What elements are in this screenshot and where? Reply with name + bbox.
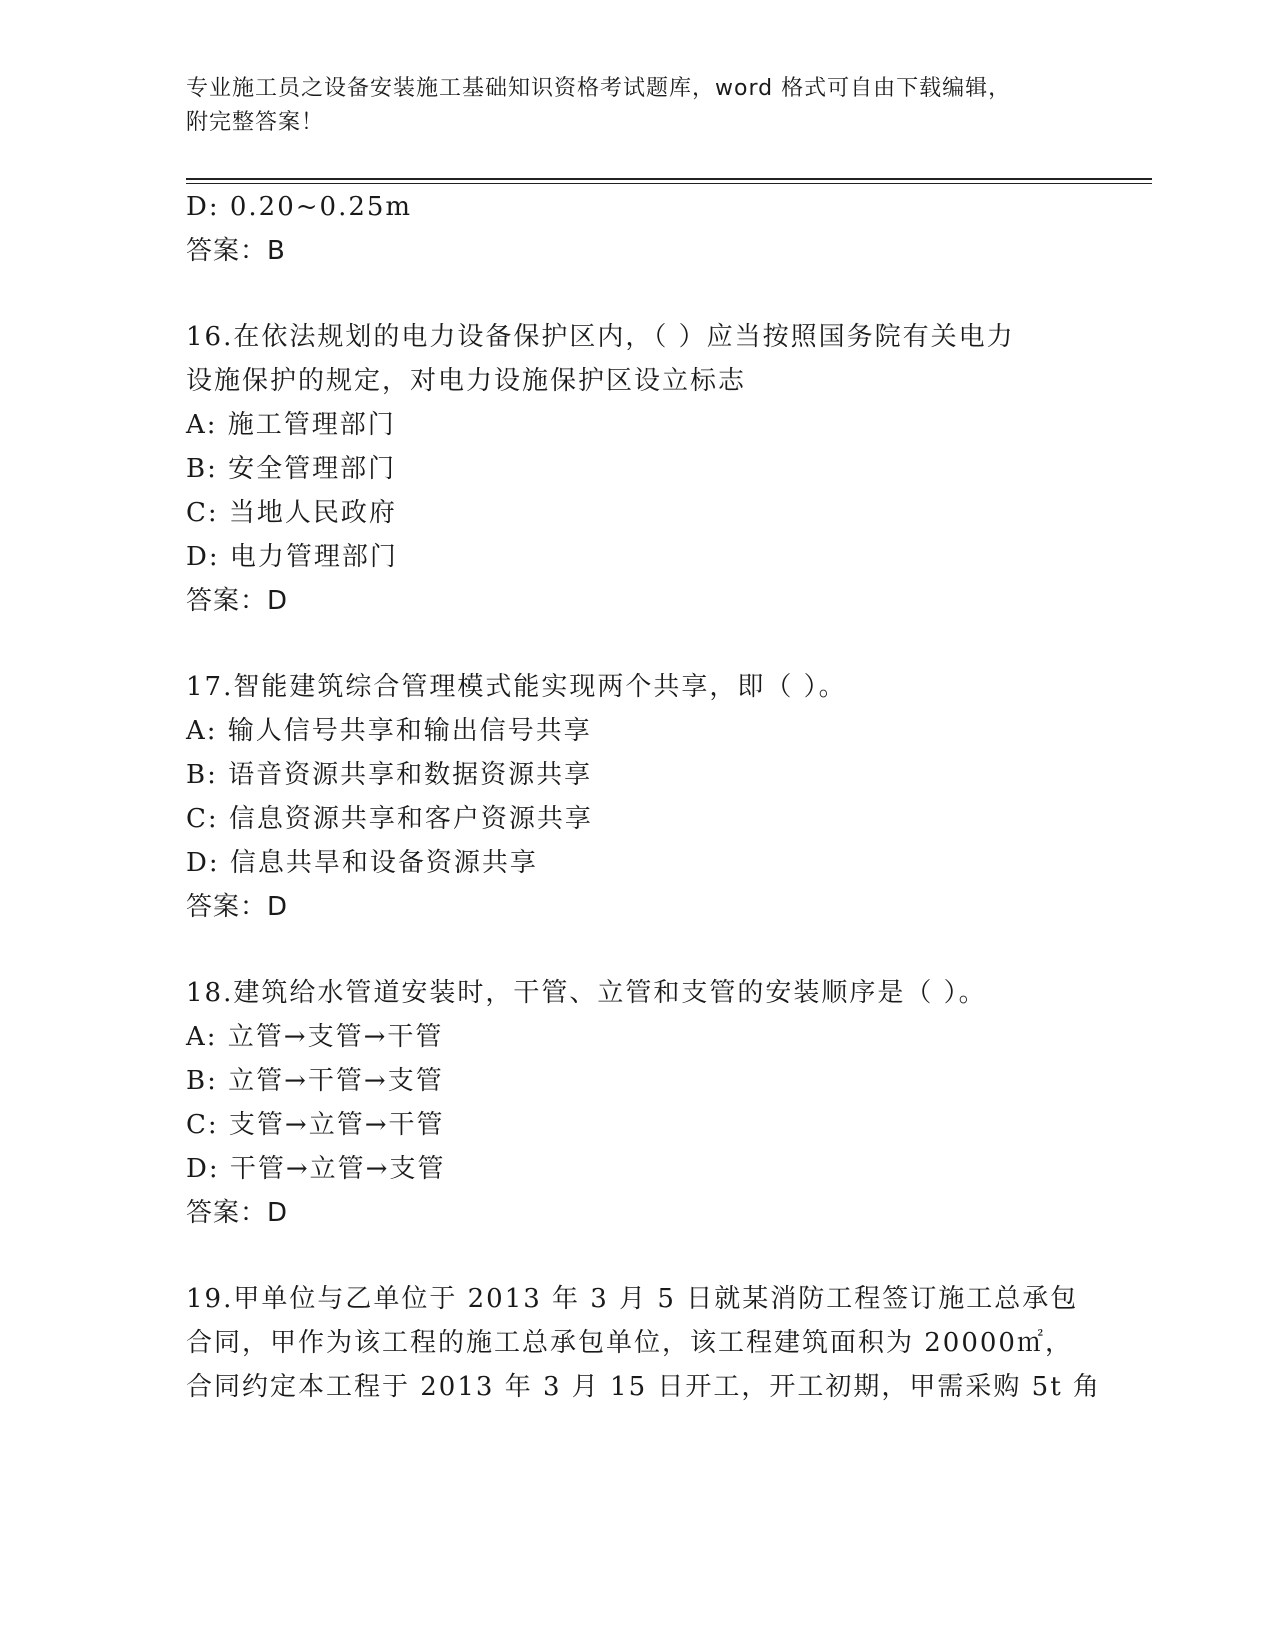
- q17-option-d: D: 信息共旱和设备资源共享: [186, 848, 538, 878]
- q16-answer: 答案：D: [186, 586, 289, 616]
- q18-option-b: B: 立管→干管→支管: [186, 1066, 444, 1096]
- q18-option-d: D: 干管→立管→支管: [186, 1154, 446, 1184]
- q18-answer: 答案：D: [186, 1198, 289, 1228]
- q17-answer: 答案：D: [186, 892, 289, 922]
- q19-stem-line-2: 合同，甲作为该工程的施工总承包单位，该工程建筑面积为 20000㎡，: [186, 1328, 1073, 1358]
- q16-option-a: A: 施工管理部门: [186, 410, 396, 440]
- q16-option-c: C: 当地人民政府: [186, 498, 397, 528]
- header-rule-thin: [186, 183, 1152, 184]
- q16-stem-line-2: 设施保护的规定，对电力设施保护区设立标志: [186, 366, 747, 396]
- q16-option-d: D: 电力管理部门: [186, 542, 398, 572]
- q18-option-c: C: 支管→立管→干管: [186, 1110, 445, 1140]
- q17-option-a: A: 输人信号共享和输出信号共享: [186, 716, 592, 746]
- q16-stem-line-1: 16.在依法规划的电力设备保护区内，（ ）应当按照国务院有关电力: [186, 322, 1015, 352]
- prev-answer: 答案：B: [186, 236, 286, 266]
- q19-stem-line-3: 合同约定本工程于 2013 年 3 月 15 日开工，开工初期，甲需采购 5t 角: [186, 1372, 1101, 1402]
- header-line-2: 附完整答案！: [186, 110, 325, 135]
- header-line-1: 专业施工员之设备安装施工基础知识资格考试题库，word 格式可自由下载编辑，: [186, 76, 1012, 101]
- document-header: [186, 72, 1146, 140]
- q16-option-b: B: 安全管理部门: [186, 454, 397, 484]
- q18-option-a: A: 立管→支管→干管: [186, 1022, 444, 1052]
- prev-option-d: D: 0.20~0.25m: [186, 192, 413, 222]
- q17-option-c: C: 信息资源共享和客户资源共享: [186, 804, 593, 834]
- q19-stem-line-1: 19.甲单位与乙单位于 2013 年 3 月 5 日就某消防工程签订施工总承包: [186, 1284, 1079, 1314]
- q18-stem-line-1: 18.建筑给水管道安装时，干管、立管和支管的安装顺序是（ ）。: [186, 978, 987, 1008]
- header-rule-thick: [186, 178, 1152, 180]
- q17-option-b: B: 语音资源共享和数据资源共享: [186, 760, 593, 790]
- q17-stem-line-1: 17.智能建筑综合管理模式能实现两个共享，即（ ）。: [186, 672, 847, 702]
